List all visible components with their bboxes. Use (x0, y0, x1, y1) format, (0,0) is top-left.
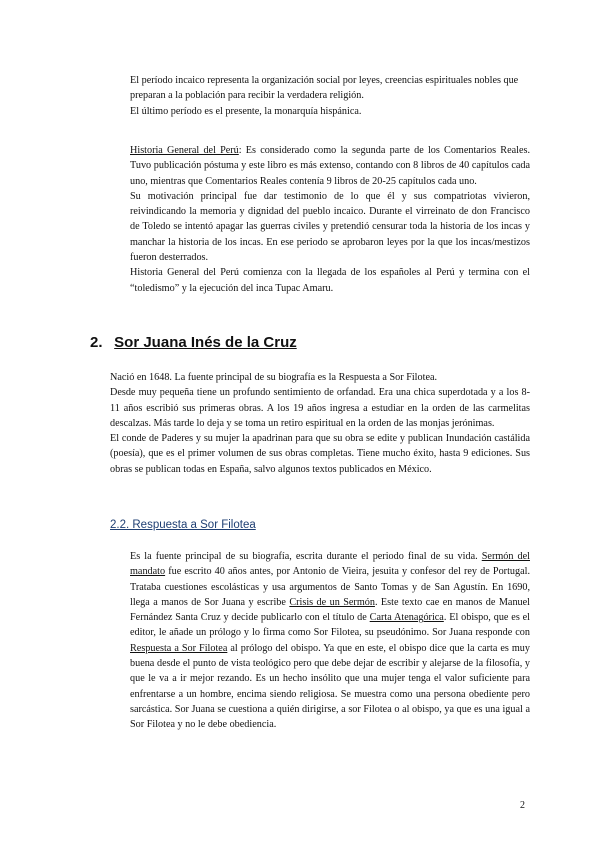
historia-title: Historia General del Perú (130, 145, 239, 156)
section-number: 2. (90, 334, 103, 351)
section-paragraph-3: El conde de Paderes y su mujer la apadrinan para que su obra se edite y publican Inundación castálida (poesía), que es el primer volumen de sus obras completas. Tiene mucho éxito, hasta 9 ediciones. Sus obras se publican todas en España, salvo algunos textos publicados en México. (110, 433, 530, 475)
page-number: 2 (520, 800, 525, 811)
historia-paragraph-3: Historia General del Perú comienza con la llegada de los españoles al Perú y termina con el “toledismo” y la ejecución del inca Tupac Amaru. (130, 267, 530, 294)
work-title-crisis: Crisis de un Sermón (289, 596, 375, 608)
section-body (110, 370, 530, 477)
historia-paragraph-2: Su motivación principal fue dar testimonio de lo que él y sus compatriotas vivieron, reivindicando la memoria y dignidad del pueblo incaico. Durante el virreinato de don Francisco de Toledo se intentó apagar las guerras civiles y pretendió censurar toda la historia de los incas y manchar la historia de los incas. En ese periodo se aprobaron leyes por la que los incas/mestizos fueron desterrados. (130, 190, 530, 264)
section-paragraph-2: Desde muy pequeña tiene un profundo sentimiento de orfandad. Era una chica superdotada y a los 8-11 años escribió sus primeras obras. A los 19 años ingresa a estudiar en la orden de las carmelitas descalzas. Más tarde lo deja y se toma un retiro espiritual en la orden de las monjas jerónimas. (110, 387, 530, 429)
work-title-sermon: Sermón del mandato (130, 551, 530, 578)
subsection-text-5: al prólogo del obispo. Ya que en este, el obispo dice que la carta es muy buena desde el punto de vista teológico pero que debe dejar de escribir y alejarse de la filosofía, y que le va a ir mejor rezando. Es un hecho insólito que una mujer tenga el valor suficiente para enfrentarse a un hombre, encima siendo religiosa. Se muestra como una persona obediente pero sarcástica. Sor Juana se cuestiona a quién dirigirse, a sor Filotea o al obispo, ya que es una igual a Sor Filotea y no le debe obediencia. (130, 642, 530, 731)
intro-paragraph-2: El último período es el presente, la monarquía hispánica. (130, 105, 362, 117)
subsection-paragraph (130, 549, 530, 733)
subsection-text-1: Es la fuente principal de su biografía, escrita durante el periodo final de su vida. (130, 551, 482, 562)
historia-paragraph-1 (130, 143, 530, 189)
work-title-carta: Carta Atenagórica (369, 612, 444, 624)
subsection-text-4: . El obispo, que es el editor, le añade un prólogo y lo firma como Sor Filotea, su pseudónimo. Sor Juana responde con (130, 612, 530, 639)
subsection-body (130, 549, 530, 733)
subsection-text-2: fue escrito 40 años antes, por Antonio de Vieira, jesuita y confesor del rey de Portugal. Trataba cuestiones escolásticas y usa argumentos de Santo Tomas y de San Agustín. En 1690, llega a manos de Sor Juana y escribe (130, 566, 530, 608)
subsection-heading: 2.2. Respuesta a Sor Filotea (110, 519, 256, 531)
section-title: Sor Juana Inés de la Cruz (114, 334, 297, 351)
section-paragraph-1: Nació en 1648. La fuente principal de su biografía es la Respuesta a Sor Filotea. (110, 372, 438, 383)
historia-paragraph-1-text: : Es considerado como la segunda parte de los Comentarios Reales. Tuvo publicación póstuma y este libro es más extenso, contando con 8 libros de 40 capítulos cada uno, mientras que Comentarios Reales contenía 9 libros de 20-25 capítulos cada uno. (130, 145, 530, 187)
subsection-text-3: . Este texto cae en manos de Manuel Fernández Santa Cruz y decide publicarlo con el título de (130, 596, 530, 624)
intro-paragraph-1: El período incaico representa la organización social por leyes, creencias espirituales nobles que preparan a la población para recibir la verdadera religión. (130, 75, 519, 102)
work-title-respuesta: Respuesta a Sor Filotea (130, 642, 228, 654)
historia-block (130, 143, 530, 296)
section-heading (90, 334, 510, 351)
intro-block (130, 73, 530, 119)
